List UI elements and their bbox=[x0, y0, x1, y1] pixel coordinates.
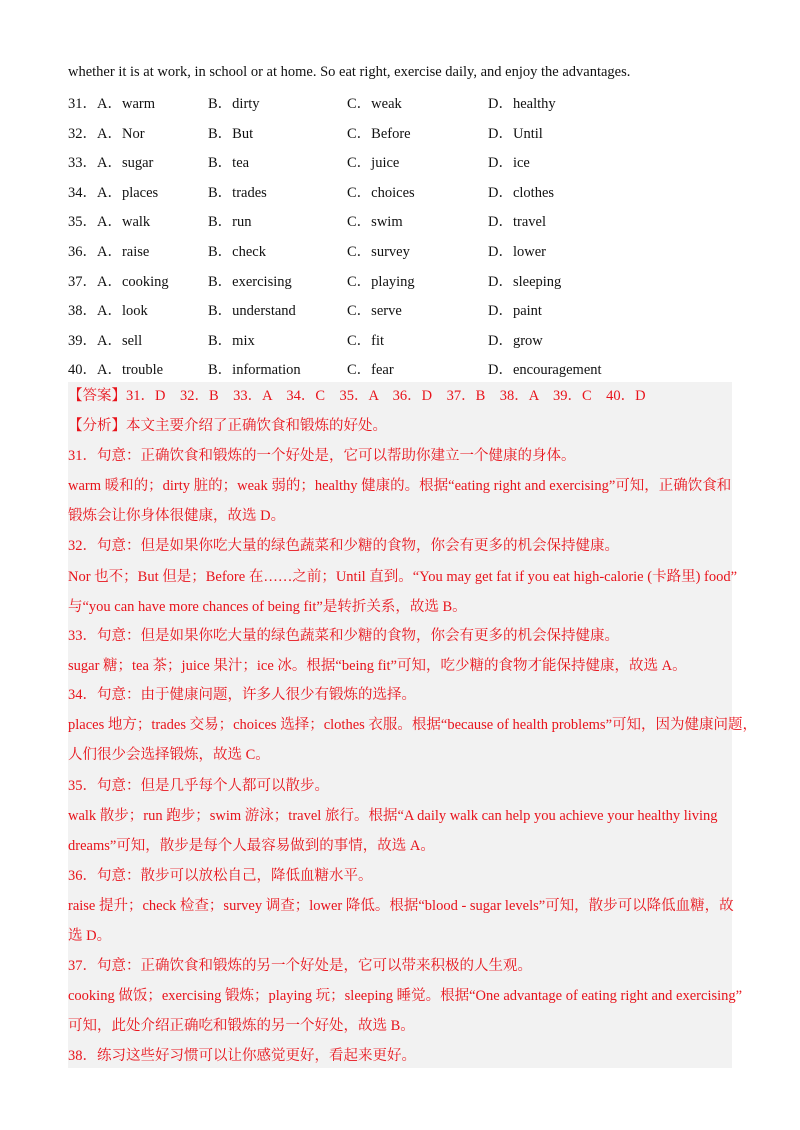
question-number: 31． bbox=[68, 96, 97, 112]
option-a: A．trouble bbox=[97, 362, 164, 379]
option-d: D．lower bbox=[488, 243, 546, 260]
option-c: C．weak bbox=[347, 96, 402, 112]
question-row bbox=[68, 179, 748, 209]
option-d: D．ice bbox=[488, 155, 530, 172]
option-c: C．fear bbox=[347, 362, 394, 379]
analysis-line: 可知，此处介绍正确吃和锻炼的另一个好处，故选 B。 bbox=[68, 1018, 415, 1034]
analysis-line: 选 D。 bbox=[68, 928, 112, 944]
option-b: B．run bbox=[208, 214, 252, 231]
option-b: B．check bbox=[208, 243, 266, 260]
option-a: A．raise bbox=[97, 243, 150, 260]
option-c: C．choices bbox=[347, 184, 415, 201]
option-d: D．encouragement bbox=[488, 362, 602, 379]
analysis-line: 34．句意：由于健康问题，许多人很少有锻炼的选择。 bbox=[68, 687, 416, 703]
question-number: 34． bbox=[68, 184, 97, 201]
analysis-line: 人们很少会选择锻炼，故选 C。 bbox=[68, 747, 270, 763]
option-b: B．dirty bbox=[208, 96, 260, 112]
option-b: B．exercising bbox=[208, 273, 292, 290]
option-d: D．Until bbox=[488, 125, 543, 142]
option-d: D．healthy bbox=[488, 96, 556, 112]
question-number: 38． bbox=[68, 303, 97, 320]
analysis-line: 36．句意：散步可以放松自己，降低血糖水平。 bbox=[68, 868, 373, 884]
option-d: D．clothes bbox=[488, 184, 555, 201]
question-row bbox=[68, 149, 748, 179]
analysis-summary: 【分析】本文主要介绍了正确饮食和锻炼的好处。 bbox=[68, 418, 387, 434]
option-b: B．tea bbox=[208, 155, 250, 172]
analysis-line: 33．句意：但是如果你吃大量的绿色蔬菜和少糖的食物，你会有更多的机会保持健康。 bbox=[68, 628, 619, 644]
analysis-line: Nor 也不；But 但是；Before 在……之前；Until 直到。“You may get fat if you eat high-calorie (卡路里) food” bbox=[68, 569, 738, 585]
option-b: B．understand bbox=[208, 303, 296, 320]
analysis-line: 35．句意：但是几乎每个人都可以散步。 bbox=[68, 778, 329, 794]
answer-key-line: 【答案】31．D 32．B 33．A 34．C 35．A 36．D 37．B 38．A 39．C 40．D bbox=[68, 388, 646, 404]
option-c: C．playing bbox=[347, 273, 415, 290]
analysis-line: sugar 糖；tea 茶；juice 果汁；ice 冰。根据“being fit”可知，吃少糖的食物才能保持健康，故选 A。 bbox=[68, 658, 687, 674]
option-c: C．swim bbox=[347, 214, 403, 231]
option-a: A．places bbox=[97, 184, 159, 201]
question-row bbox=[68, 208, 748, 238]
option-a: A．sell bbox=[97, 332, 143, 349]
option-c: C．juice bbox=[347, 155, 400, 172]
analysis-line: dreams”可知，散步是每个人最容易做到的事情，故选 A。 bbox=[68, 838, 435, 854]
option-b: B．trades bbox=[208, 184, 267, 201]
question-row bbox=[68, 90, 748, 120]
option-b: B．mix bbox=[208, 332, 255, 349]
option-d: D．travel bbox=[488, 214, 546, 231]
option-c: C．serve bbox=[347, 303, 402, 320]
analysis-line: walk 散步；run 跑步；swim 游泳；travel 旅行。根据“A daily walk can help you achieve your healthy living bbox=[68, 808, 718, 824]
option-a: A．warm bbox=[97, 96, 155, 112]
analysis-line: 与“you can have more chances of being fit”是转折关系，故选 B。 bbox=[68, 599, 467, 615]
option-a: A．cooking bbox=[97, 273, 169, 290]
question-row bbox=[68, 327, 748, 357]
option-d: D．grow bbox=[488, 332, 543, 349]
analysis-line: 31．句意：正确饮食和锻炼的一个好处是，它可以帮助你建立一个健康的身体。 bbox=[68, 448, 576, 464]
option-a: A．walk bbox=[97, 214, 151, 231]
question-number: 39． bbox=[68, 332, 97, 349]
option-a: A．Nor bbox=[97, 125, 145, 142]
analysis-line: 38．练习这些好习惯可以让你感觉更好，看起来更好。 bbox=[68, 1048, 416, 1064]
question-row bbox=[68, 120, 748, 150]
analysis-line: places 地方；trades 交易；choices 选择；clothes 衣服。根据“because of health problems”可知，因为健康问题， bbox=[68, 717, 758, 733]
options-list bbox=[68, 90, 748, 386]
option-d: D．sleeping bbox=[488, 273, 562, 290]
question-number: 33． bbox=[68, 155, 97, 172]
option-d: D．paint bbox=[488, 303, 542, 320]
analysis-line: raise 提升；check 检查；survey 调查；lower 降低。根据“blood - sugar levels”可知，散步可以降低血糖，故 bbox=[68, 898, 734, 914]
option-b: B．information bbox=[208, 362, 301, 379]
analysis-line: 37．句意：正确饮食和锻炼的另一个好处是，它可以带来积极的人生观。 bbox=[68, 958, 532, 974]
analysis-line: cooking 做饭；exercising 锻炼；playing 玩；sleeping 睡觉。根据“One advantage of eating right and exercising” bbox=[68, 988, 743, 1004]
option-b: B．But bbox=[208, 125, 254, 142]
passage-ending: whether it is at work, in school or at home. So eat right, exercise daily, and enjoy the advantages. bbox=[68, 64, 631, 80]
question-row bbox=[68, 268, 748, 298]
question-number: 35． bbox=[68, 214, 97, 231]
question-number: 32． bbox=[68, 125, 97, 142]
analysis-line: warm 暖和的；dirty 脏的；weak 弱的；healthy 健康的。根据“eating right and exercising”可知，正确饮食和 bbox=[68, 478, 732, 494]
analysis-line: 32．句意：但是如果你吃大量的绿色蔬菜和少糖的食物，你会有更多的机会保持健康。 bbox=[68, 538, 619, 554]
option-c: C．Before bbox=[347, 125, 411, 142]
option-c: C．fit bbox=[347, 332, 385, 349]
question-number: 36． bbox=[68, 243, 97, 260]
option-a: A．look bbox=[97, 303, 148, 320]
question-number: 37． bbox=[68, 273, 97, 290]
option-a: A．sugar bbox=[97, 155, 154, 172]
option-c: C．survey bbox=[347, 243, 410, 260]
analysis-line: 锻炼会让你身体很健康，故选 D。 bbox=[68, 508, 286, 524]
question-row bbox=[68, 238, 748, 268]
question-row bbox=[68, 297, 748, 327]
question-number: 40． bbox=[68, 362, 97, 379]
